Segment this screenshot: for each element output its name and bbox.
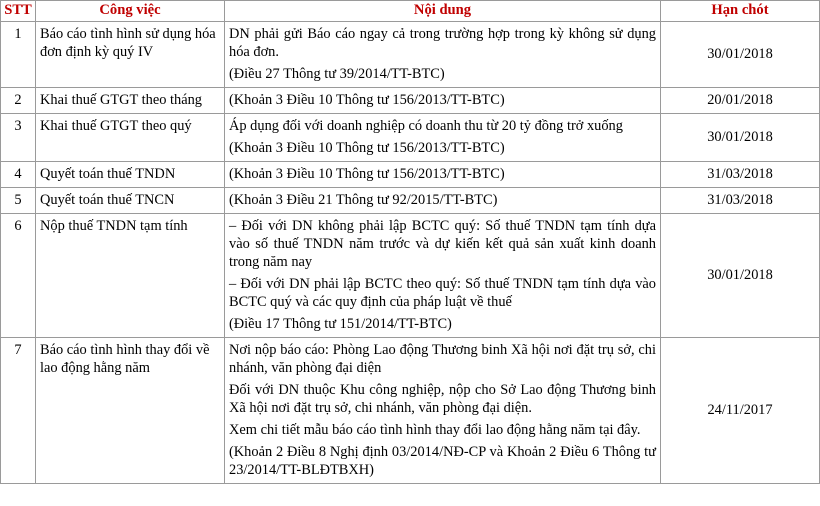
- table-row: [1, 214, 820, 338]
- task-name: Báo cáo tình hình thay đổi về lao động hằng năm: [36, 338, 225, 484]
- task-content: [225, 162, 661, 188]
- row-number: 6: [1, 214, 36, 338]
- table-row: [1, 188, 820, 214]
- content-paragraph: Áp dụng đối với doanh nghiệp có doanh thu từ 20 tỷ đồng trở xuống: [229, 118, 623, 134]
- row-number: 3: [1, 114, 36, 162]
- content-paragraph: – Đối với DN không phải lập BCTC quý: Số thuế TNDN tạm tính dựa vào số thuế TNDN năm trước và dự kiến kết quả sản xuất kinh doanh trong năm nay: [229, 218, 656, 270]
- task-content: [225, 88, 661, 114]
- table-row: [1, 22, 820, 88]
- row-number: 5: [1, 188, 36, 214]
- content-paragraph: Xem chi tiết mẫu báo cáo tình hình thay đổi lao động hằng năm tại đây.: [229, 422, 641, 438]
- header-task: Công việc: [36, 1, 225, 22]
- task-name: Nộp thuế TNDN tạm tính: [36, 214, 225, 338]
- deadline-date: 30/01/2018: [661, 22, 820, 88]
- row-number: 1: [1, 22, 36, 88]
- row-number: 2: [1, 88, 36, 114]
- table-row: [1, 162, 820, 188]
- content-paragraph: – Đối với DN phải lập BCTC theo quý: Số thuế TNDN tạm tính dựa vào BCTC quý và các quy định của pháp luật về thuế: [229, 276, 656, 310]
- task-content: [225, 214, 661, 338]
- content-paragraph: (Khoản 3 Điều 10 Thông tư 156/2013/TT-BTC): [229, 92, 505, 108]
- task-content: [225, 114, 661, 162]
- content-paragraph: (Điều 27 Thông tư 39/2014/TT-BTC): [229, 66, 445, 82]
- task-name: Khai thuế GTGT theo tháng: [36, 88, 225, 114]
- table-row: [1, 338, 820, 484]
- content-paragraph: (Khoản 3 Điều 10 Thông tư 156/2013/TT-BTC): [229, 166, 505, 182]
- content-paragraph: (Khoản 3 Điều 10 Thông tư 156/2013/TT-BTC): [229, 140, 505, 156]
- row-number: 4: [1, 162, 36, 188]
- table-row: [1, 88, 820, 114]
- task-name: Quyết toán thuế TNDN: [36, 162, 225, 188]
- deadline-date: 31/03/2018: [661, 188, 820, 214]
- header-row: [1, 1, 820, 22]
- task-name: Báo cáo tình hình sử dụng hóa đơn định kỳ quý IV: [36, 22, 225, 88]
- content-paragraph: DN phải gửi Báo cáo ngay cả trong trường hợp trong kỳ không sử dụng hóa đơn.: [229, 26, 656, 60]
- content-paragraph: (Khoản 2 Điều 8 Nghị định 03/2014/NĐ-CP và Khoản 2 Điều 6 Thông tư 23/2014/TT-BLĐTBXH): [229, 444, 656, 478]
- task-content: [225, 22, 661, 88]
- deadline-date: 24/11/2017: [661, 338, 820, 484]
- deadline-date: 30/01/2018: [661, 114, 820, 162]
- task-name: Quyết toán thuế TNCN: [36, 188, 225, 214]
- header-deadline: Hạn chót: [661, 1, 820, 22]
- row-number: 7: [1, 338, 36, 484]
- content-paragraph: Nơi nộp báo cáo: Phòng Lao động Thương binh Xã hội nơi đặt trụ sở, chi nhánh, văn phòng đại diện: [229, 342, 656, 376]
- content-paragraph: (Khoản 3 Điều 21 Thông tư 92/2015/TT-BTC): [229, 192, 498, 208]
- task-content: [225, 338, 661, 484]
- task-content: [225, 188, 661, 214]
- deadline-date: 31/03/2018: [661, 162, 820, 188]
- task-name: Khai thuế GTGT theo quý: [36, 114, 225, 162]
- content-paragraph: (Điều 17 Thông tư 151/2014/TT-BTC): [229, 316, 452, 332]
- header-stt: STT: [1, 1, 36, 22]
- content-paragraph: Đối với DN thuộc Khu công nghiệp, nộp cho Sở Lao động Thương binh Xã hội nơi đặt trụ sở, chi nhánh, văn phòng đại diện.: [229, 382, 656, 416]
- header-content: Nội dung: [225, 1, 661, 22]
- deadline-date: 30/01/2018: [661, 214, 820, 338]
- table-row: [1, 114, 820, 162]
- deadline-date: 20/01/2018: [661, 88, 820, 114]
